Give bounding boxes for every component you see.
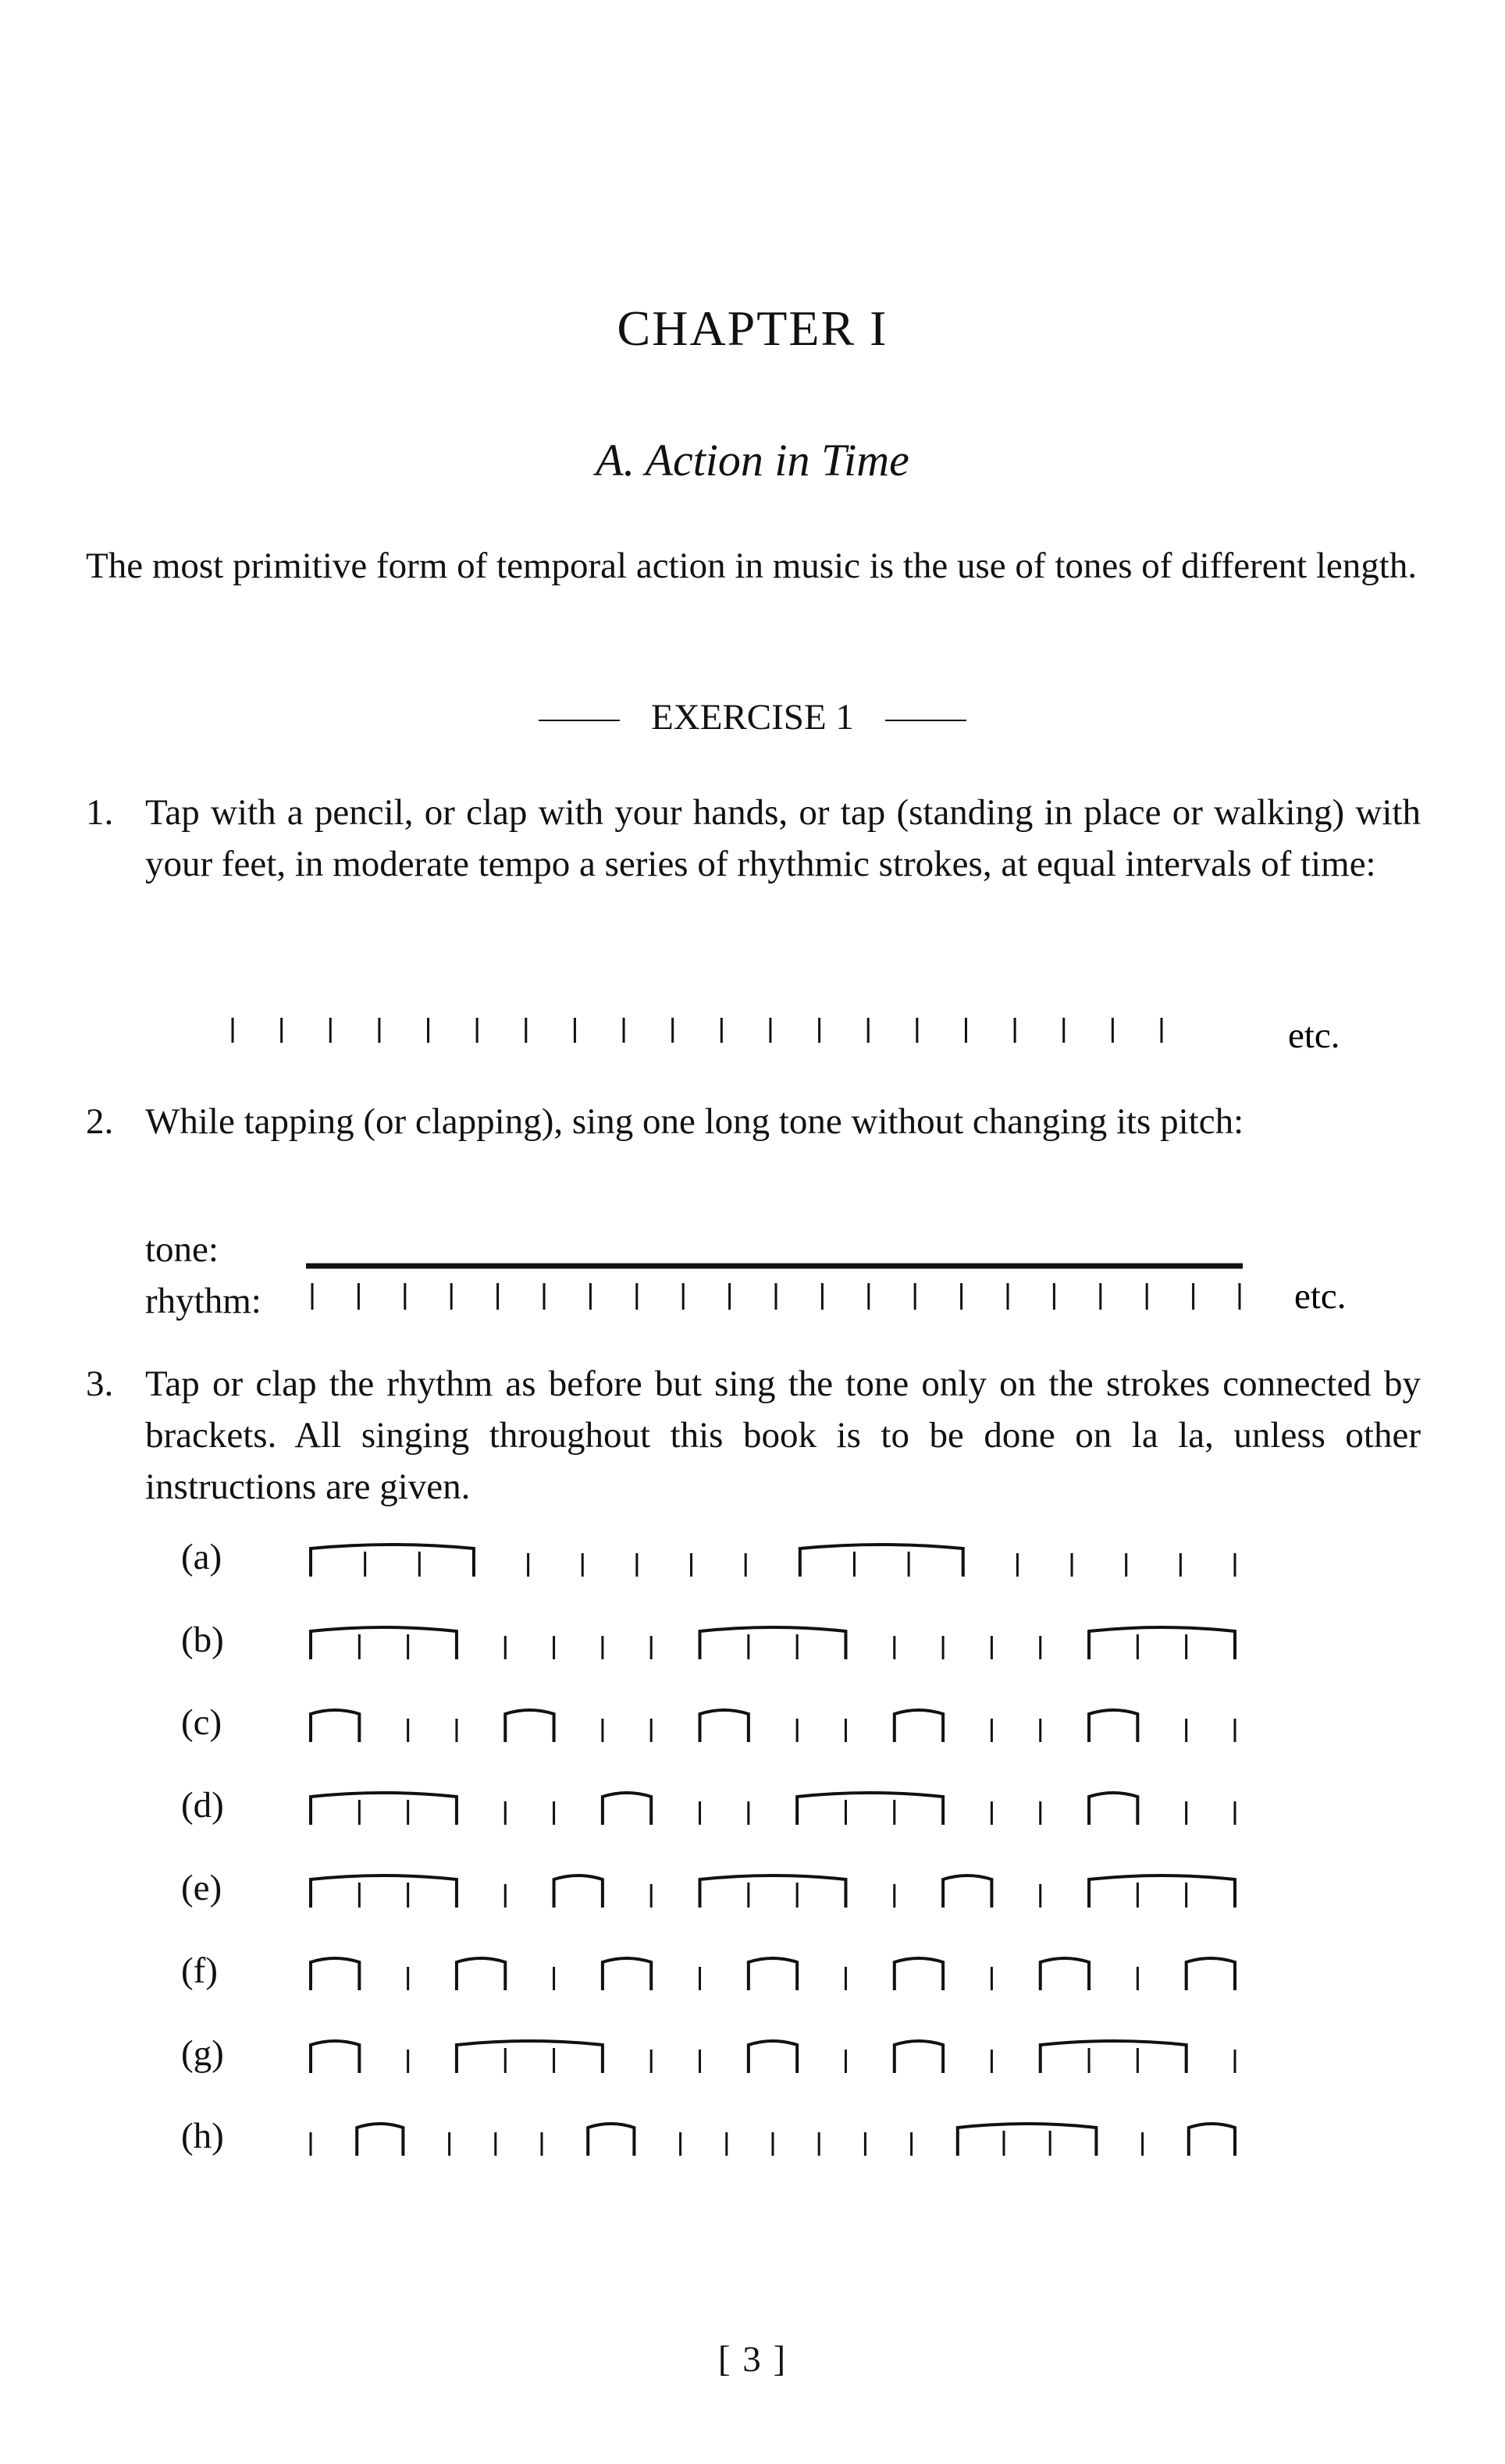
- rhythm-row: [0, 1778, 1505, 1840]
- item-text: While tapping (or clapping), sing one long tone without changing its pitch:: [145, 1101, 1244, 1142]
- bracket-group: [749, 2041, 797, 2073]
- rhythm-label: rhythm:: [145, 1281, 262, 1321]
- section-title: A. Action in Time: [596, 435, 909, 485]
- rhythm-stroke-group: [312, 1283, 1240, 1310]
- bracket-group: [311, 1627, 457, 1659]
- etc-label: etc.: [1294, 1276, 1347, 1317]
- bracket-group: [311, 1545, 474, 1577]
- bracket-group: [700, 1710, 749, 1742]
- bracket-group: [958, 2124, 1097, 2156]
- stroke-series: [0, 999, 1505, 1061]
- intro-paragraph: The most primitive form of temporal action in music is the use of tones of different length.: [86, 546, 1418, 586]
- bracket-group: [749, 1958, 797, 1990]
- bracket-group: [505, 1710, 553, 1742]
- exercise-dash-right: [885, 720, 966, 721]
- exercise-item-2: [86, 1096, 1421, 1205]
- exercise-heading: [0, 696, 1505, 738]
- bracket-group: [588, 2124, 634, 2156]
- bracket-group: [457, 2041, 603, 2073]
- bracket-group: [311, 1876, 457, 1908]
- exercise-dash-left: [539, 720, 620, 721]
- page-number: [ 3 ]: [717, 2339, 788, 2380]
- rhythm-row: [0, 1530, 1505, 1592]
- item-number: 3.: [86, 1364, 114, 1404]
- bracket-group: [1089, 1627, 1235, 1659]
- tone-rhythm-diagram: [0, 1249, 1505, 1319]
- bracket-group: [311, 1793, 457, 1825]
- bracket-group: [895, 1710, 943, 1742]
- bracket-group: [1187, 1958, 1235, 1990]
- bracket-group: [895, 1958, 943, 1990]
- bracket-group: [700, 1876, 846, 1908]
- etc-label: etc.: [1288, 1015, 1340, 1056]
- rhythm-row: [0, 1861, 1505, 1923]
- rhythm-row-label: (b): [181, 1620, 224, 1660]
- rhythm-row-label: (e): [181, 1868, 222, 1908]
- bracket-group: [311, 1958, 359, 1990]
- rhythm-row-label: (a): [181, 1537, 222, 1577]
- rhythm-row-label: (h): [181, 2116, 224, 2156]
- exercise-item-1: [86, 787, 1421, 943]
- rhythm-row-label: (d): [181, 1785, 224, 1826]
- rhythm-row-label: (f): [181, 1950, 218, 1991]
- bracket-group: [800, 1545, 963, 1577]
- rhythm-row-label: (c): [181, 1702, 222, 1743]
- rhythm-row: [0, 1695, 1505, 1758]
- item-text: Tap or clap the rhythm as before but sing the tone only on the strokes connected by brackets. All singing throughout this book is to be done on la la, unless other instructions are given.: [145, 1364, 1421, 1507]
- tone-label: tone:: [145, 1229, 219, 1270]
- bracket-group: [1041, 2041, 1187, 2073]
- bracket-group: [700, 1627, 846, 1659]
- item-text: Tap with a pencil, or clap with your hands, or tap (standing in place or walking) with your feet, in moderate tempo a series of rhythmic strokes, at equal intervals of time:: [145, 792, 1421, 884]
- chapter-title: CHAPTER I: [617, 300, 888, 356]
- bracket-group: [1089, 1793, 1137, 1825]
- bracket-group: [1089, 1710, 1137, 1742]
- bracket-group: [1089, 1876, 1235, 1908]
- exercise-item-3: [86, 1358, 1421, 1514]
- rhythm-row: [0, 2026, 1505, 2089]
- bracket-group: [1041, 1958, 1089, 1990]
- exercise-title: EXERCISE 1: [651, 697, 854, 738]
- item-number: 2.: [86, 1101, 114, 1142]
- bracket-group: [943, 1876, 991, 1908]
- bracket-group: [457, 1958, 505, 1990]
- bracket-group: [1189, 2124, 1235, 2156]
- bracket-group: [357, 2124, 403, 2156]
- bracket-group: [311, 1710, 359, 1742]
- bracket-group: [311, 2041, 359, 2073]
- rhythm-row-label: (g): [181, 2033, 224, 2074]
- rhythm-row: [0, 1943, 1505, 2006]
- bracket-group: [603, 1793, 651, 1825]
- bracket-group: [797, 1793, 943, 1825]
- bracket-group: [895, 2041, 943, 2073]
- bracket-group: [554, 1876, 603, 1908]
- bracket-group: [603, 1958, 651, 1990]
- rhythm-row: [0, 2109, 1505, 2171]
- item-number: 1.: [86, 792, 114, 833]
- rhythm-row: [0, 1612, 1505, 1675]
- stroke-group: [233, 1018, 1162, 1043]
